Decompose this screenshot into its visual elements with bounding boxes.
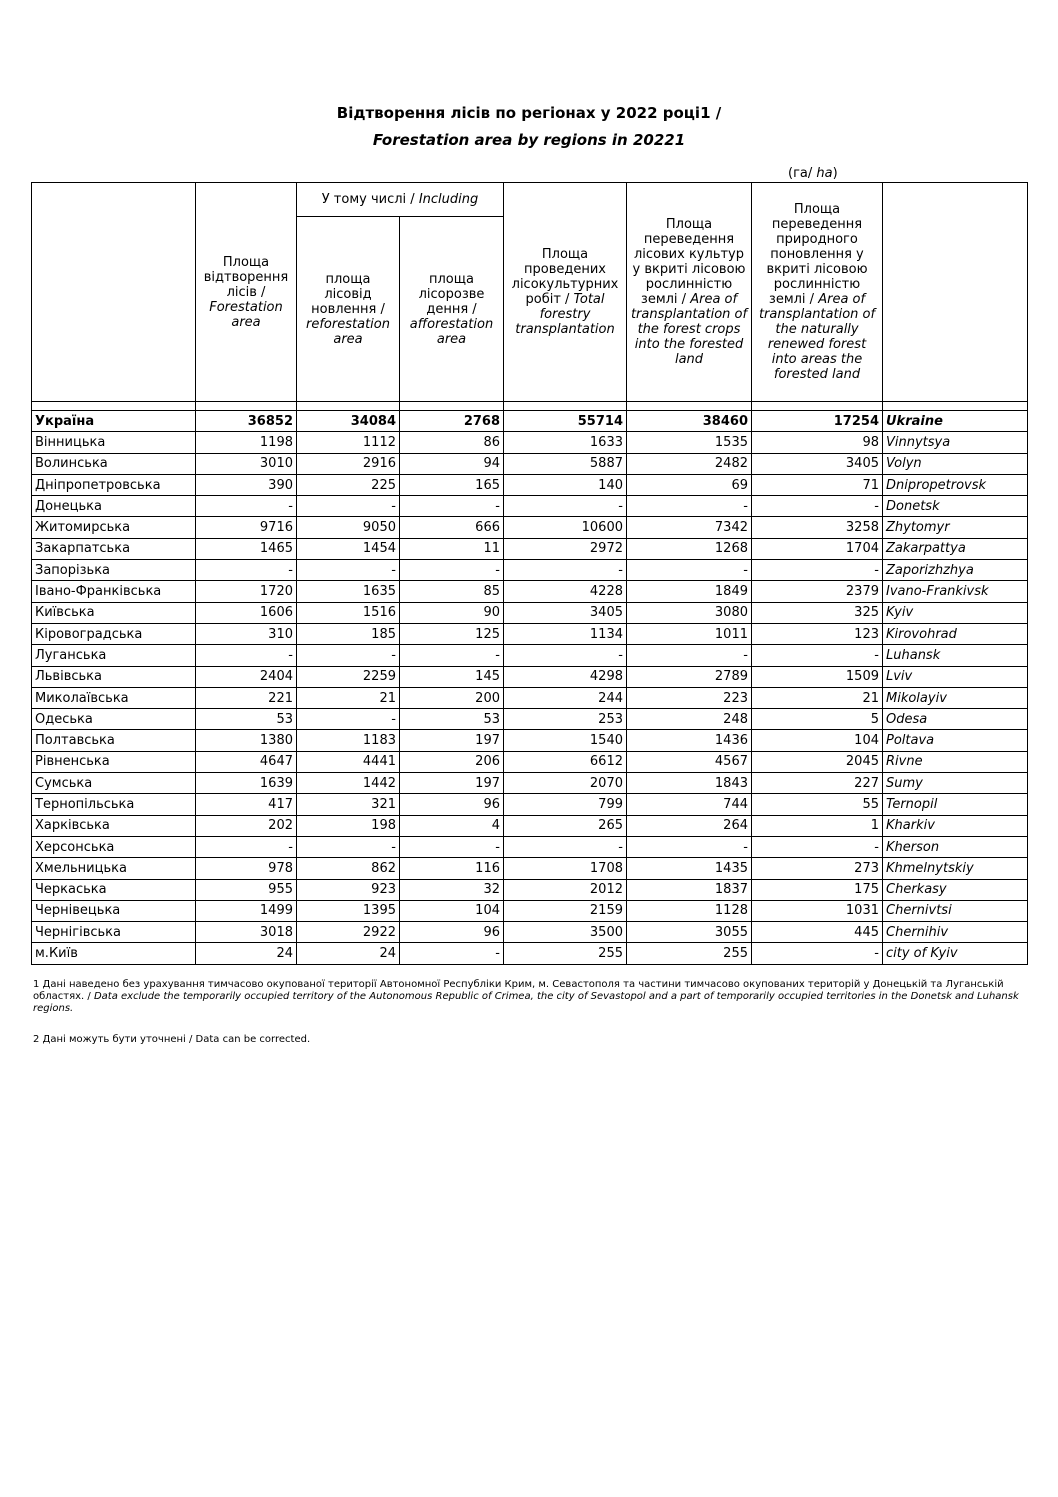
value-cell: 3018	[196, 922, 297, 943]
region-name-en: city of Kyiv	[883, 943, 1028, 964]
header-forest-crops-transplantation	[627, 183, 752, 402]
value-cell: 104	[400, 900, 504, 921]
value-cell: 1442	[297, 773, 400, 794]
region-name-en: Kherson	[883, 836, 1028, 857]
value-cell: -	[504, 645, 627, 666]
value-cell: 255	[504, 943, 627, 964]
value-cell: 2789	[627, 666, 752, 687]
value-cell: 3080	[627, 602, 752, 623]
value-cell: 244	[504, 687, 627, 708]
value-cell: -	[297, 645, 400, 666]
region-name-en: Donetsk	[883, 496, 1028, 517]
footnote-2: 2 Дані можуть бути уточнені / Data can be corrected.	[33, 1034, 311, 1045]
table-row	[32, 432, 1028, 453]
region-name-en: Kharkiv	[883, 815, 1028, 836]
value-cell: 1395	[297, 900, 400, 921]
region-name-en: Ivano-Frankivsk	[883, 581, 1028, 602]
table-row	[32, 623, 1028, 644]
value-cell: 9050	[297, 517, 400, 538]
table-row	[32, 922, 1028, 943]
value-cell: 116	[400, 858, 504, 879]
region-name-ua: Закарпатська	[32, 538, 196, 559]
region-name-ua: Чернівецька	[32, 900, 196, 921]
region-name-ua: Дніпропетровська	[32, 474, 196, 495]
header-col3-ua: площа лісорозве дення /	[418, 271, 485, 317]
region-name-ua: Львівська	[32, 666, 196, 687]
header-afforestation	[400, 217, 504, 402]
region-name-ua: Київська	[32, 602, 196, 623]
value-cell: 1535	[627, 432, 752, 453]
table-row	[32, 581, 1028, 602]
value-cell: 1720	[196, 581, 297, 602]
spacer-row	[32, 402, 1028, 411]
value-cell: 4647	[196, 751, 297, 772]
region-name-ua: Одеська	[32, 709, 196, 730]
value-cell: 86	[400, 432, 504, 453]
header-col3-en: afforestation area	[409, 316, 494, 347]
table-row	[32, 730, 1028, 751]
region-name-ua: Полтавська	[32, 730, 196, 751]
value-cell: -	[400, 496, 504, 517]
table-row	[32, 538, 1028, 559]
value-cell: 227	[752, 773, 883, 794]
value-cell: 206	[400, 751, 504, 772]
region-name-en: Poltava	[883, 730, 1028, 751]
table-row	[32, 773, 1028, 794]
value-cell: -	[504, 836, 627, 857]
value-cell: -	[627, 836, 752, 857]
region-name-ua: Вінницька	[32, 432, 196, 453]
header-col4-en: Total forestry transplantation	[515, 292, 615, 337]
value-cell: 1635	[297, 581, 400, 602]
value-cell: -	[297, 709, 400, 730]
value-cell: 2916	[297, 453, 400, 474]
region-name-en: Kyiv	[883, 602, 1028, 623]
region-name-ua: м.Київ	[32, 943, 196, 964]
region-name-en: Mikolayiv	[883, 687, 1028, 708]
value-cell: 24	[297, 943, 400, 964]
value-cell: 799	[504, 794, 627, 815]
value-cell: 223	[627, 687, 752, 708]
value-cell: 862	[297, 858, 400, 879]
region-name-ua: Волинська	[32, 453, 196, 474]
region-name-en: Zaporizhzhya	[883, 560, 1028, 581]
value-cell: 1	[752, 815, 883, 836]
region-name-ua: Хмельницька	[32, 858, 196, 879]
value-cell: 1837	[627, 879, 752, 900]
table-body	[32, 402, 1028, 965]
value-cell: 165	[400, 474, 504, 495]
value-cell: 1516	[297, 602, 400, 623]
value-cell: 321	[297, 794, 400, 815]
region-name-ua: Сумська	[32, 773, 196, 794]
value-cell: 2922	[297, 922, 400, 943]
header-col6-ua: Площа переведення природного поновлення у вкриті лісовою рослинністю землі /	[766, 202, 868, 307]
value-cell: -	[400, 836, 504, 857]
value-cell: 1633	[504, 432, 627, 453]
value-cell: 145	[400, 666, 504, 687]
value-cell: 7342	[627, 517, 752, 538]
value-cell: 2768	[400, 411, 504, 432]
region-name-ua: Черкаська	[32, 879, 196, 900]
value-cell: -	[752, 836, 883, 857]
region-name-ua: Житомирська	[32, 517, 196, 538]
value-cell: 4298	[504, 666, 627, 687]
region-name-en: Dnipropetrovsk	[883, 474, 1028, 495]
table-row	[32, 474, 1028, 495]
value-cell: 94	[400, 453, 504, 474]
forestation-table	[31, 182, 1028, 965]
value-cell: 1380	[196, 730, 297, 751]
value-cell: 1031	[752, 900, 883, 921]
value-cell: 123	[752, 623, 883, 644]
value-cell: 1436	[627, 730, 752, 751]
table-row	[32, 666, 1028, 687]
value-cell: -	[752, 645, 883, 666]
value-cell: -	[297, 836, 400, 857]
header-col4-ua: Площа проведених лісокультурних робіт /	[511, 247, 619, 307]
value-cell: 10600	[504, 517, 627, 538]
value-cell: 55714	[504, 411, 627, 432]
value-cell: 310	[196, 623, 297, 644]
value-cell: 264	[627, 815, 752, 836]
value-cell: 71	[752, 474, 883, 495]
value-cell: 744	[627, 794, 752, 815]
footnote-1	[33, 979, 1025, 1015]
value-cell: 2379	[752, 581, 883, 602]
value-cell: 197	[400, 773, 504, 794]
table-row	[32, 836, 1028, 857]
value-cell: 5887	[504, 453, 627, 474]
value-cell: 175	[752, 879, 883, 900]
value-cell: 3258	[752, 517, 883, 538]
value-cell: 125	[400, 623, 504, 644]
region-name-ua: Чернігівська	[32, 922, 196, 943]
table-row	[32, 858, 1028, 879]
value-cell: 417	[196, 794, 297, 815]
region-name-en: Ukraine	[883, 411, 1028, 432]
value-cell: -	[752, 943, 883, 964]
value-cell: 265	[504, 815, 627, 836]
value-cell: 390	[196, 474, 297, 495]
value-cell: 34084	[297, 411, 400, 432]
units-ua: (га/	[788, 166, 817, 181]
value-cell: -	[752, 560, 883, 581]
value-cell: 2404	[196, 666, 297, 687]
header-including-ua: У тому числі /	[321, 192, 419, 207]
table-row	[32, 496, 1028, 517]
units-label	[788, 166, 838, 181]
header-region-en	[883, 183, 1028, 402]
value-cell: 1540	[504, 730, 627, 751]
value-cell: 2159	[504, 900, 627, 921]
value-cell: 2482	[627, 453, 752, 474]
region-name-ua: Тернопільська	[32, 794, 196, 815]
value-cell: 1704	[752, 538, 883, 559]
table-row	[32, 517, 1028, 538]
value-cell: 1198	[196, 432, 297, 453]
value-cell: 1112	[297, 432, 400, 453]
value-cell: 1499	[196, 900, 297, 921]
region-name-en: Zhytomyr	[883, 517, 1028, 538]
header-col1-en: Forestation area	[209, 299, 283, 330]
region-name-en: Rivne	[883, 751, 1028, 772]
value-cell: 11	[400, 538, 504, 559]
value-cell: -	[196, 560, 297, 581]
value-cell: 445	[752, 922, 883, 943]
table-row	[32, 602, 1028, 623]
value-cell: 1639	[196, 773, 297, 794]
value-cell: -	[752, 496, 883, 517]
value-cell: -	[400, 943, 504, 964]
value-cell: 1011	[627, 623, 752, 644]
region-name-en: Chernivtsi	[883, 900, 1028, 921]
value-cell: 1128	[627, 900, 752, 921]
value-cell: 1454	[297, 538, 400, 559]
region-name-ua: Харківська	[32, 815, 196, 836]
region-name-en: Volyn	[883, 453, 1028, 474]
region-name-ua: Кіровоградська	[32, 623, 196, 644]
value-cell: 104	[752, 730, 883, 751]
table-row	[32, 943, 1028, 964]
value-cell: 1606	[196, 602, 297, 623]
value-cell: 17254	[752, 411, 883, 432]
value-cell: 198	[297, 815, 400, 836]
value-cell: 55	[752, 794, 883, 815]
value-cell: 140	[504, 474, 627, 495]
header-reforestation	[297, 217, 400, 402]
region-name-en: Odesa	[883, 709, 1028, 730]
value-cell: 2012	[504, 879, 627, 900]
header-col5-en: Area of transplantation of the forest crops into the forested land	[630, 292, 748, 367]
value-cell: 3405	[504, 602, 627, 623]
table-row	[32, 411, 1028, 432]
header-col2-ua: площа лісовід новлення /	[311, 271, 385, 317]
region-name-en: Lviv	[883, 666, 1028, 687]
region-name-en: Luhansk	[883, 645, 1028, 666]
value-cell: 255	[627, 943, 752, 964]
value-cell: 3500	[504, 922, 627, 943]
value-cell: -	[504, 560, 627, 581]
value-cell: 221	[196, 687, 297, 708]
value-cell: 1183	[297, 730, 400, 751]
region-name-ua: Донецька	[32, 496, 196, 517]
table-row	[32, 900, 1028, 921]
value-cell: -	[297, 496, 400, 517]
value-cell: 1708	[504, 858, 627, 879]
value-cell: 955	[196, 879, 297, 900]
value-cell: 273	[752, 858, 883, 879]
value-cell: 923	[297, 879, 400, 900]
header-total-transplantation	[504, 183, 627, 402]
table-row	[32, 687, 1028, 708]
value-cell: -	[627, 560, 752, 581]
value-cell: 2972	[504, 538, 627, 559]
value-cell: 85	[400, 581, 504, 602]
value-cell: 248	[627, 709, 752, 730]
region-name-en: Cherkasy	[883, 879, 1028, 900]
value-cell: 53	[196, 709, 297, 730]
value-cell: 1843	[627, 773, 752, 794]
title-ukrainian: Відтворення лісів по регіонах у 2022 році1 /	[336, 104, 722, 122]
value-cell: 185	[297, 623, 400, 644]
region-name-en: Chernihiv	[883, 922, 1028, 943]
value-cell: 253	[504, 709, 627, 730]
region-name-en: Vinnytsya	[883, 432, 1028, 453]
value-cell: -	[297, 560, 400, 581]
value-cell: 96	[400, 794, 504, 815]
value-cell: 3010	[196, 453, 297, 474]
table-row	[32, 560, 1028, 581]
header-region-ua	[32, 183, 196, 402]
header-col6-en: Area of transplantation of the naturally renewed forest into areas the forested land	[758, 292, 876, 382]
value-cell: -	[627, 645, 752, 666]
value-cell: 225	[297, 474, 400, 495]
region-name-ua: Луганська	[32, 645, 196, 666]
region-name-en: Ternopil	[883, 794, 1028, 815]
footnote-1-ua: 1 Дані наведено без урахування тимчасово окупованої території Автономної Республіки Крим, м. Севастополя та частини тимчасово окупованих територій у Донецькій та Луганській областях. /	[33, 979, 1004, 1002]
value-cell: 9716	[196, 517, 297, 538]
region-name-ua: Україна	[32, 411, 196, 432]
value-cell: 1268	[627, 538, 752, 559]
region-name-ua: Івано-Франківська	[32, 581, 196, 602]
header-col2-en: reforestation area	[306, 316, 390, 347]
header-col5-ua: Площа переведення лісових культур у вкриті лісовою рослинністю землі /	[632, 217, 746, 307]
value-cell: 1465	[196, 538, 297, 559]
value-cell: 1509	[752, 666, 883, 687]
value-cell: 21	[297, 687, 400, 708]
value-cell: 197	[400, 730, 504, 751]
value-cell: 4441	[297, 751, 400, 772]
value-cell: -	[504, 496, 627, 517]
region-name-en: Sumy	[883, 773, 1028, 794]
value-cell: 2070	[504, 773, 627, 794]
header-including-en: Including	[418, 192, 479, 207]
value-cell: 90	[400, 602, 504, 623]
value-cell: 36852	[196, 411, 297, 432]
value-cell: 2259	[297, 666, 400, 687]
value-cell: 4567	[627, 751, 752, 772]
value-cell: 5	[752, 709, 883, 730]
units-close: )	[832, 166, 838, 181]
value-cell: -	[627, 496, 752, 517]
table-row	[32, 815, 1028, 836]
value-cell: -	[196, 836, 297, 857]
value-cell: 3405	[752, 453, 883, 474]
table-row	[32, 453, 1028, 474]
units-en: ha	[816, 166, 833, 181]
value-cell: 978	[196, 858, 297, 879]
value-cell: 666	[400, 517, 504, 538]
value-cell: 4228	[504, 581, 627, 602]
region-name-en: Zakarpattya	[883, 538, 1028, 559]
value-cell: 96	[400, 922, 504, 943]
region-name-ua: Рівненська	[32, 751, 196, 772]
value-cell: 200	[400, 687, 504, 708]
value-cell: 1849	[627, 581, 752, 602]
value-cell: 4	[400, 815, 504, 836]
value-cell: -	[400, 560, 504, 581]
table-row	[32, 879, 1028, 900]
value-cell: 325	[752, 602, 883, 623]
title-english: Forestation area by regions in 20221	[372, 131, 686, 149]
table-row	[32, 794, 1028, 815]
value-cell: 24	[196, 943, 297, 964]
value-cell: 2045	[752, 751, 883, 772]
value-cell: 3055	[627, 922, 752, 943]
header-col1-ua: Площа відтворення лісів /	[203, 254, 289, 300]
region-name-ua: Миколаївська	[32, 687, 196, 708]
value-cell: 69	[627, 474, 752, 495]
region-name-ua: Запорізька	[32, 560, 196, 581]
table-row	[32, 645, 1028, 666]
region-name-en: Khmelnytskiy	[883, 858, 1028, 879]
value-cell: -	[196, 496, 297, 517]
table-row	[32, 709, 1028, 730]
footnote-1-en: Data exclude the temporarily occupied territory of the Autonomous Republic of Crimea, the city of Sevastopol and a part of temporarily occupied territories in the Donetsk and Luhansk regions.	[33, 991, 1019, 1014]
value-cell: -	[196, 645, 297, 666]
header-including	[297, 183, 504, 217]
value-cell: 6612	[504, 751, 627, 772]
region-name-en: Kirovohrad	[883, 623, 1028, 644]
value-cell: -	[400, 645, 504, 666]
value-cell: 21	[752, 687, 883, 708]
value-cell: 38460	[627, 411, 752, 432]
table-row	[32, 751, 1028, 772]
value-cell: 32	[400, 879, 504, 900]
value-cell: 202	[196, 815, 297, 836]
value-cell: 53	[400, 709, 504, 730]
region-name-ua: Херсонська	[32, 836, 196, 857]
header-natural-renewal-transplantation	[752, 183, 883, 402]
value-cell: 1134	[504, 623, 627, 644]
value-cell: 98	[752, 432, 883, 453]
header-forestation-area	[196, 183, 297, 402]
value-cell: 1435	[627, 858, 752, 879]
